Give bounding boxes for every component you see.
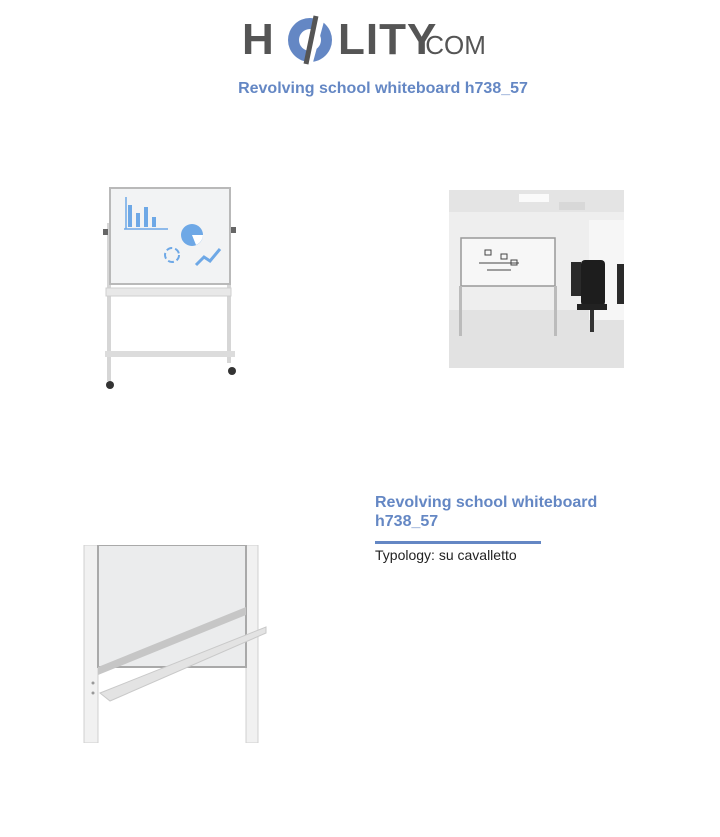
- spec-value: su cavalletto: [438, 547, 517, 563]
- product-title: Revolving school whiteboard h738_57: [375, 494, 598, 530]
- whiteboard-office-photo: [449, 190, 624, 368]
- mobile-whiteboard-front-image: [100, 183, 240, 393]
- logo-com: .COM: [418, 30, 486, 60]
- whiteboard-tray-closeup-image: [80, 545, 270, 743]
- brand-logo[interactable]: [240, 10, 486, 70]
- globe-o-icon: [282, 12, 338, 68]
- page-title: Revolving school whiteboard h738_57: [238, 80, 528, 97]
- title-underline: [375, 541, 541, 544]
- spec-label: Typology:: [375, 547, 435, 563]
- logo-letter-h: H: [242, 15, 275, 64]
- logo-letters-lity: LITY: [338, 15, 438, 64]
- product-spec: [375, 547, 517, 563]
